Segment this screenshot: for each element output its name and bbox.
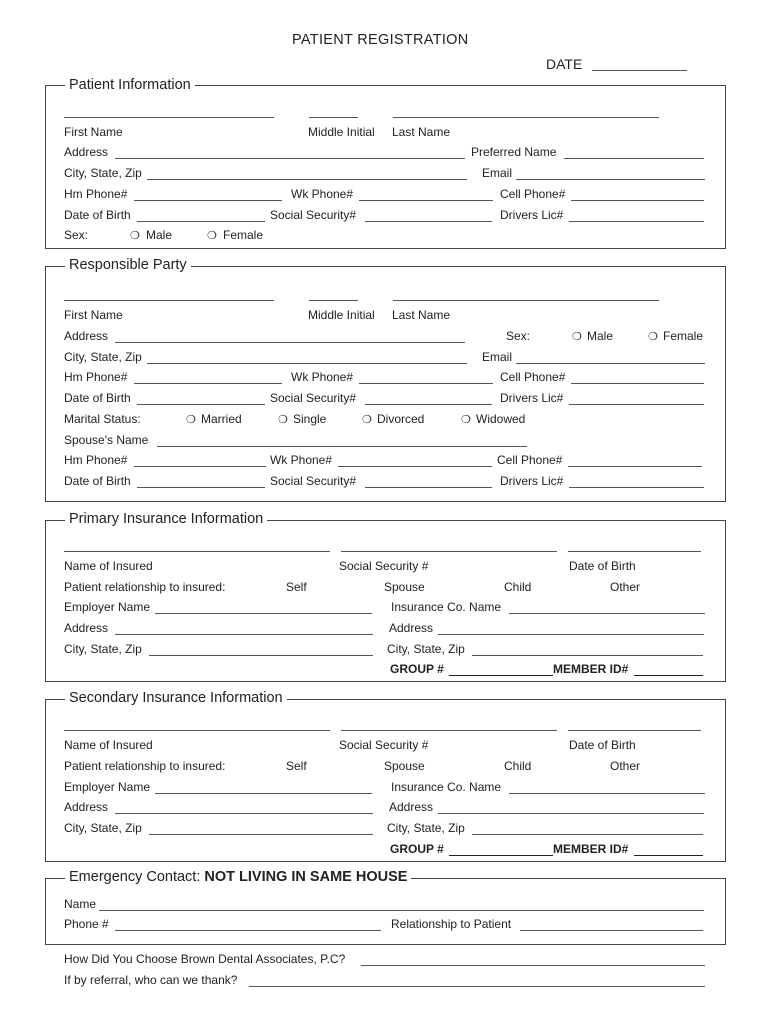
patient-dob-field[interactable] <box>137 221 265 222</box>
rp-female-radio[interactable]: ❍ <box>648 331 658 343</box>
primary-ssn-field[interactable] <box>341 551 557 552</box>
rp-hm-phone-label: Hm Phone# <box>64 370 128 384</box>
patient-ssn-label: Social Security# <box>270 208 357 222</box>
rp-spouse-dob-field[interactable] <box>137 487 265 488</box>
rp-wk-phone-label: Wk Phone# <box>291 370 354 384</box>
rp-city-label: City, State, Zip <box>64 350 142 364</box>
secondary-name-of-insured-field[interactable] <box>64 730 330 731</box>
patient-address-field[interactable] <box>115 158 465 159</box>
patient-wk-phone-label: Wk Phone# <box>291 187 354 201</box>
primary-city-field[interactable] <box>149 655 373 656</box>
secondary-child-option[interactable]: Child <box>504 759 532 773</box>
primary-city2-label: City, State, Zip <box>387 642 465 656</box>
patient-drivers-lic-label: Drivers Lic# <box>500 208 564 222</box>
rp-city-field[interactable] <box>147 363 467 364</box>
primary-self-option[interactable]: Self <box>286 580 307 594</box>
secondary-employer-label: Employer Name <box>64 780 151 794</box>
rp-married-label: Married <box>201 412 242 426</box>
patient-middle-initial-field[interactable] <box>309 117 358 118</box>
rp-spouse-cell-phone-field[interactable] <box>568 466 702 467</box>
primary-group-label: GROUP # <box>390 662 444 676</box>
secondary-address2-label: Address <box>389 800 434 814</box>
rp-ssn-label: Social Security# <box>270 391 357 405</box>
patient-last-name-label: Last Name <box>392 125 451 139</box>
rp-spouse-ssn-label: Social Security# <box>270 474 357 488</box>
primary-relationship-label: Patient relationship to insured: <box>64 580 226 594</box>
secondary-self-option[interactable]: Self <box>286 759 307 773</box>
patient-email-field[interactable] <box>516 179 705 180</box>
rp-hm-phone-field[interactable] <box>134 383 282 384</box>
patient-cell-phone-field[interactable] <box>571 200 704 201</box>
primary-dob-field[interactable] <box>568 551 701 552</box>
rp-spouse-ssn-field[interactable] <box>365 487 492 488</box>
patient-preferred-name-label: Preferred Name <box>471 145 557 159</box>
emergency-phone-label: Phone # <box>64 917 109 931</box>
secondary-group-field[interactable] <box>449 855 553 856</box>
primary-ins-co-field[interactable] <box>509 613 705 614</box>
patient-female-radio[interactable]: ❍ <box>207 230 217 242</box>
secondary-insurance-legend: Secondary Insurance Information <box>65 689 287 707</box>
rp-married-radio[interactable]: ❍ <box>186 414 196 426</box>
rp-male-label: Male <box>587 329 614 343</box>
rp-marital-status-label: Marital Status: <box>64 412 141 426</box>
rp-single-label: Single <box>293 412 327 426</box>
rp-divorced-radio[interactable]: ❍ <box>362 414 372 426</box>
rp-cell-phone-field[interactable] <box>571 383 704 384</box>
secondary-city-label: City, State, Zip <box>64 821 142 835</box>
secondary-address-label: Address <box>64 800 109 814</box>
patient-dob-label: Date of Birth <box>64 208 131 222</box>
emergency-name-field[interactable] <box>99 910 704 911</box>
rp-male-radio[interactable]: ❍ <box>572 331 582 343</box>
secondary-ssn-field[interactable] <box>341 730 557 731</box>
rp-address-label: Address <box>64 329 109 343</box>
primary-name-of-insured-field[interactable] <box>64 551 330 552</box>
primary-city2-field[interactable] <box>472 655 703 656</box>
primary-dob-label: Date of Birth <box>569 559 636 573</box>
emergency-legend-bold: NOT LIVING IN SAME HOUSE <box>204 869 408 885</box>
primary-member-label: MEMBER ID# <box>553 662 629 676</box>
rp-dob-label: Date of Birth <box>64 391 131 405</box>
page-title: PATIENT REGISTRATION <box>292 32 469 48</box>
rp-first-name-label: First Name <box>64 308 123 322</box>
secondary-address2-field[interactable] <box>438 813 704 814</box>
primary-spouse-option[interactable]: Spouse <box>384 580 425 594</box>
rp-middle-initial-field[interactable] <box>309 300 358 301</box>
patient-female-label: Female <box>223 228 264 242</box>
patient-cell-phone-label: Cell Phone# <box>500 187 566 201</box>
primary-name-of-insured-label: Name of Insured <box>64 559 153 573</box>
patient-address-label: Address <box>64 145 109 159</box>
rp-address-field[interactable] <box>115 342 465 343</box>
patient-male-radio[interactable]: ❍ <box>130 230 140 242</box>
how-choose-field[interactable] <box>361 965 705 966</box>
secondary-city2-label: City, State, Zip <box>387 821 465 835</box>
secondary-ssn-label: Social Security # <box>339 738 429 752</box>
rp-spouse-hm-phone-label: Hm Phone# <box>64 453 128 467</box>
rp-spouse-hm-phone-field[interactable] <box>134 466 266 467</box>
patient-city-label: City, State, Zip <box>64 166 142 180</box>
rp-divorced-label: Divorced <box>377 412 425 426</box>
primary-address2-label: Address <box>389 621 434 635</box>
patient-hm-phone-field[interactable] <box>134 200 282 201</box>
rp-spouse-cell-phone-label: Cell Phone# <box>497 453 563 467</box>
rp-spouse-drivers-lic-field[interactable] <box>569 487 704 488</box>
rp-last-name-field[interactable] <box>393 300 659 301</box>
patient-middle-initial-label: Middle Initial <box>308 125 375 139</box>
secondary-city2-field[interactable] <box>472 834 703 835</box>
primary-address-label: Address <box>64 621 109 635</box>
primary-employer-label: Employer Name <box>64 600 151 614</box>
patient-wk-phone-field[interactable] <box>359 200 493 201</box>
patient-preferred-name-field[interactable] <box>564 158 704 159</box>
rp-single-radio[interactable]: ❍ <box>278 414 288 426</box>
rp-widowed-radio[interactable]: ❍ <box>461 414 471 426</box>
emergency-contact-section <box>45 878 726 945</box>
secondary-employer-field[interactable] <box>155 793 372 794</box>
secondary-spouse-option[interactable]: Spouse <box>384 759 425 773</box>
rp-drivers-lic-label: Drivers Lic# <box>500 391 564 405</box>
secondary-member-label: MEMBER ID# <box>553 842 629 856</box>
emergency-phone-field[interactable] <box>115 930 381 931</box>
rp-drivers-lic-field[interactable] <box>569 404 704 405</box>
how-choose-label: How Did You Choose Brown Dental Associates, P.C? <box>64 952 346 966</box>
rp-sex-label: Sex: <box>506 329 531 343</box>
rp-email-field[interactable] <box>516 363 705 364</box>
patient-drivers-lic-field[interactable] <box>569 221 704 222</box>
emergency-relationship-field[interactable] <box>520 930 703 931</box>
emergency-contact-legend <box>65 868 411 886</box>
primary-ins-co-label: Insurance Co. Name <box>391 600 502 614</box>
rp-female-label: Female <box>663 329 704 343</box>
secondary-group-label: GROUP # <box>390 842 444 856</box>
secondary-name-of-insured-label: Name of Insured <box>64 738 153 752</box>
rp-email-label: Email <box>482 350 513 364</box>
emergency-relationship-label: Relationship to Patient <box>391 917 512 931</box>
secondary-ins-co-label: Insurance Co. Name <box>391 780 502 794</box>
secondary-relationship-label: Patient relationship to insured: <box>64 759 226 773</box>
referral-field[interactable] <box>249 986 705 987</box>
secondary-member-field[interactable] <box>634 855 703 856</box>
responsible-party-legend: Responsible Party <box>65 256 191 274</box>
patient-male-label: Male <box>146 228 173 242</box>
primary-ssn-label: Social Security # <box>339 559 429 573</box>
rp-spouse-name-field[interactable] <box>157 446 527 447</box>
patient-sex-label: Sex: <box>64 228 89 242</box>
referral-label: If by referral, who can we thank? <box>64 973 238 987</box>
patient-city-field[interactable] <box>147 179 467 180</box>
primary-member-field[interactable] <box>634 675 703 676</box>
secondary-other-option[interactable]: Other <box>610 759 641 773</box>
rp-widowed-label: Widowed <box>476 412 526 426</box>
secondary-ins-co-field[interactable] <box>509 793 705 794</box>
primary-insurance-legend: Primary Insurance Information <box>65 510 267 528</box>
patient-hm-phone-label: Hm Phone# <box>64 187 128 201</box>
secondary-dob-field[interactable] <box>568 730 701 731</box>
primary-group-field[interactable] <box>449 675 553 676</box>
rp-spouse-wk-phone-label: Wk Phone# <box>270 453 333 467</box>
rp-wk-phone-field[interactable] <box>359 383 493 384</box>
rp-dob-field[interactable] <box>137 404 265 405</box>
primary-child-option[interactable]: Child <box>504 580 532 594</box>
rp-last-name-label: Last Name <box>392 308 451 322</box>
date-label: DATE <box>546 56 583 72</box>
patient-information-section <box>45 85 726 249</box>
patient-first-name-label: First Name <box>64 125 123 139</box>
rp-spouse-drivers-lic-label: Drivers Lic# <box>500 474 564 488</box>
secondary-city-field[interactable] <box>149 834 373 835</box>
patient-ssn-field[interactable] <box>365 221 492 222</box>
patient-last-name-field[interactable] <box>393 117 659 118</box>
primary-city-label: City, State, Zip <box>64 642 142 656</box>
rp-first-name-field[interactable] <box>64 300 274 301</box>
secondary-address-field[interactable] <box>115 813 373 814</box>
rp-spouse-dob-label: Date of Birth <box>64 474 131 488</box>
date-field[interactable] <box>592 70 687 71</box>
primary-address2-field[interactable] <box>438 634 704 635</box>
rp-middle-initial-label: Middle Initial <box>308 308 375 322</box>
primary-other-option[interactable]: Other <box>610 580 641 594</box>
patient-email-label: Email <box>482 166 513 180</box>
rp-spouse-wk-phone-field[interactable] <box>338 466 492 467</box>
primary-employer-field[interactable] <box>155 613 372 614</box>
secondary-dob-label: Date of Birth <box>569 738 636 752</box>
patient-information-legend: Patient Information <box>65 76 195 94</box>
patient-first-name-field[interactable] <box>64 117 274 118</box>
emergency-legend-prefix: Emergency Contact: <box>69 869 201 885</box>
primary-address-field[interactable] <box>115 634 373 635</box>
emergency-name-label: Name <box>64 897 97 911</box>
rp-spouse-name-label: Spouse's Name <box>64 433 149 447</box>
rp-ssn-field[interactable] <box>365 404 492 405</box>
rp-cell-phone-label: Cell Phone# <box>500 370 566 384</box>
